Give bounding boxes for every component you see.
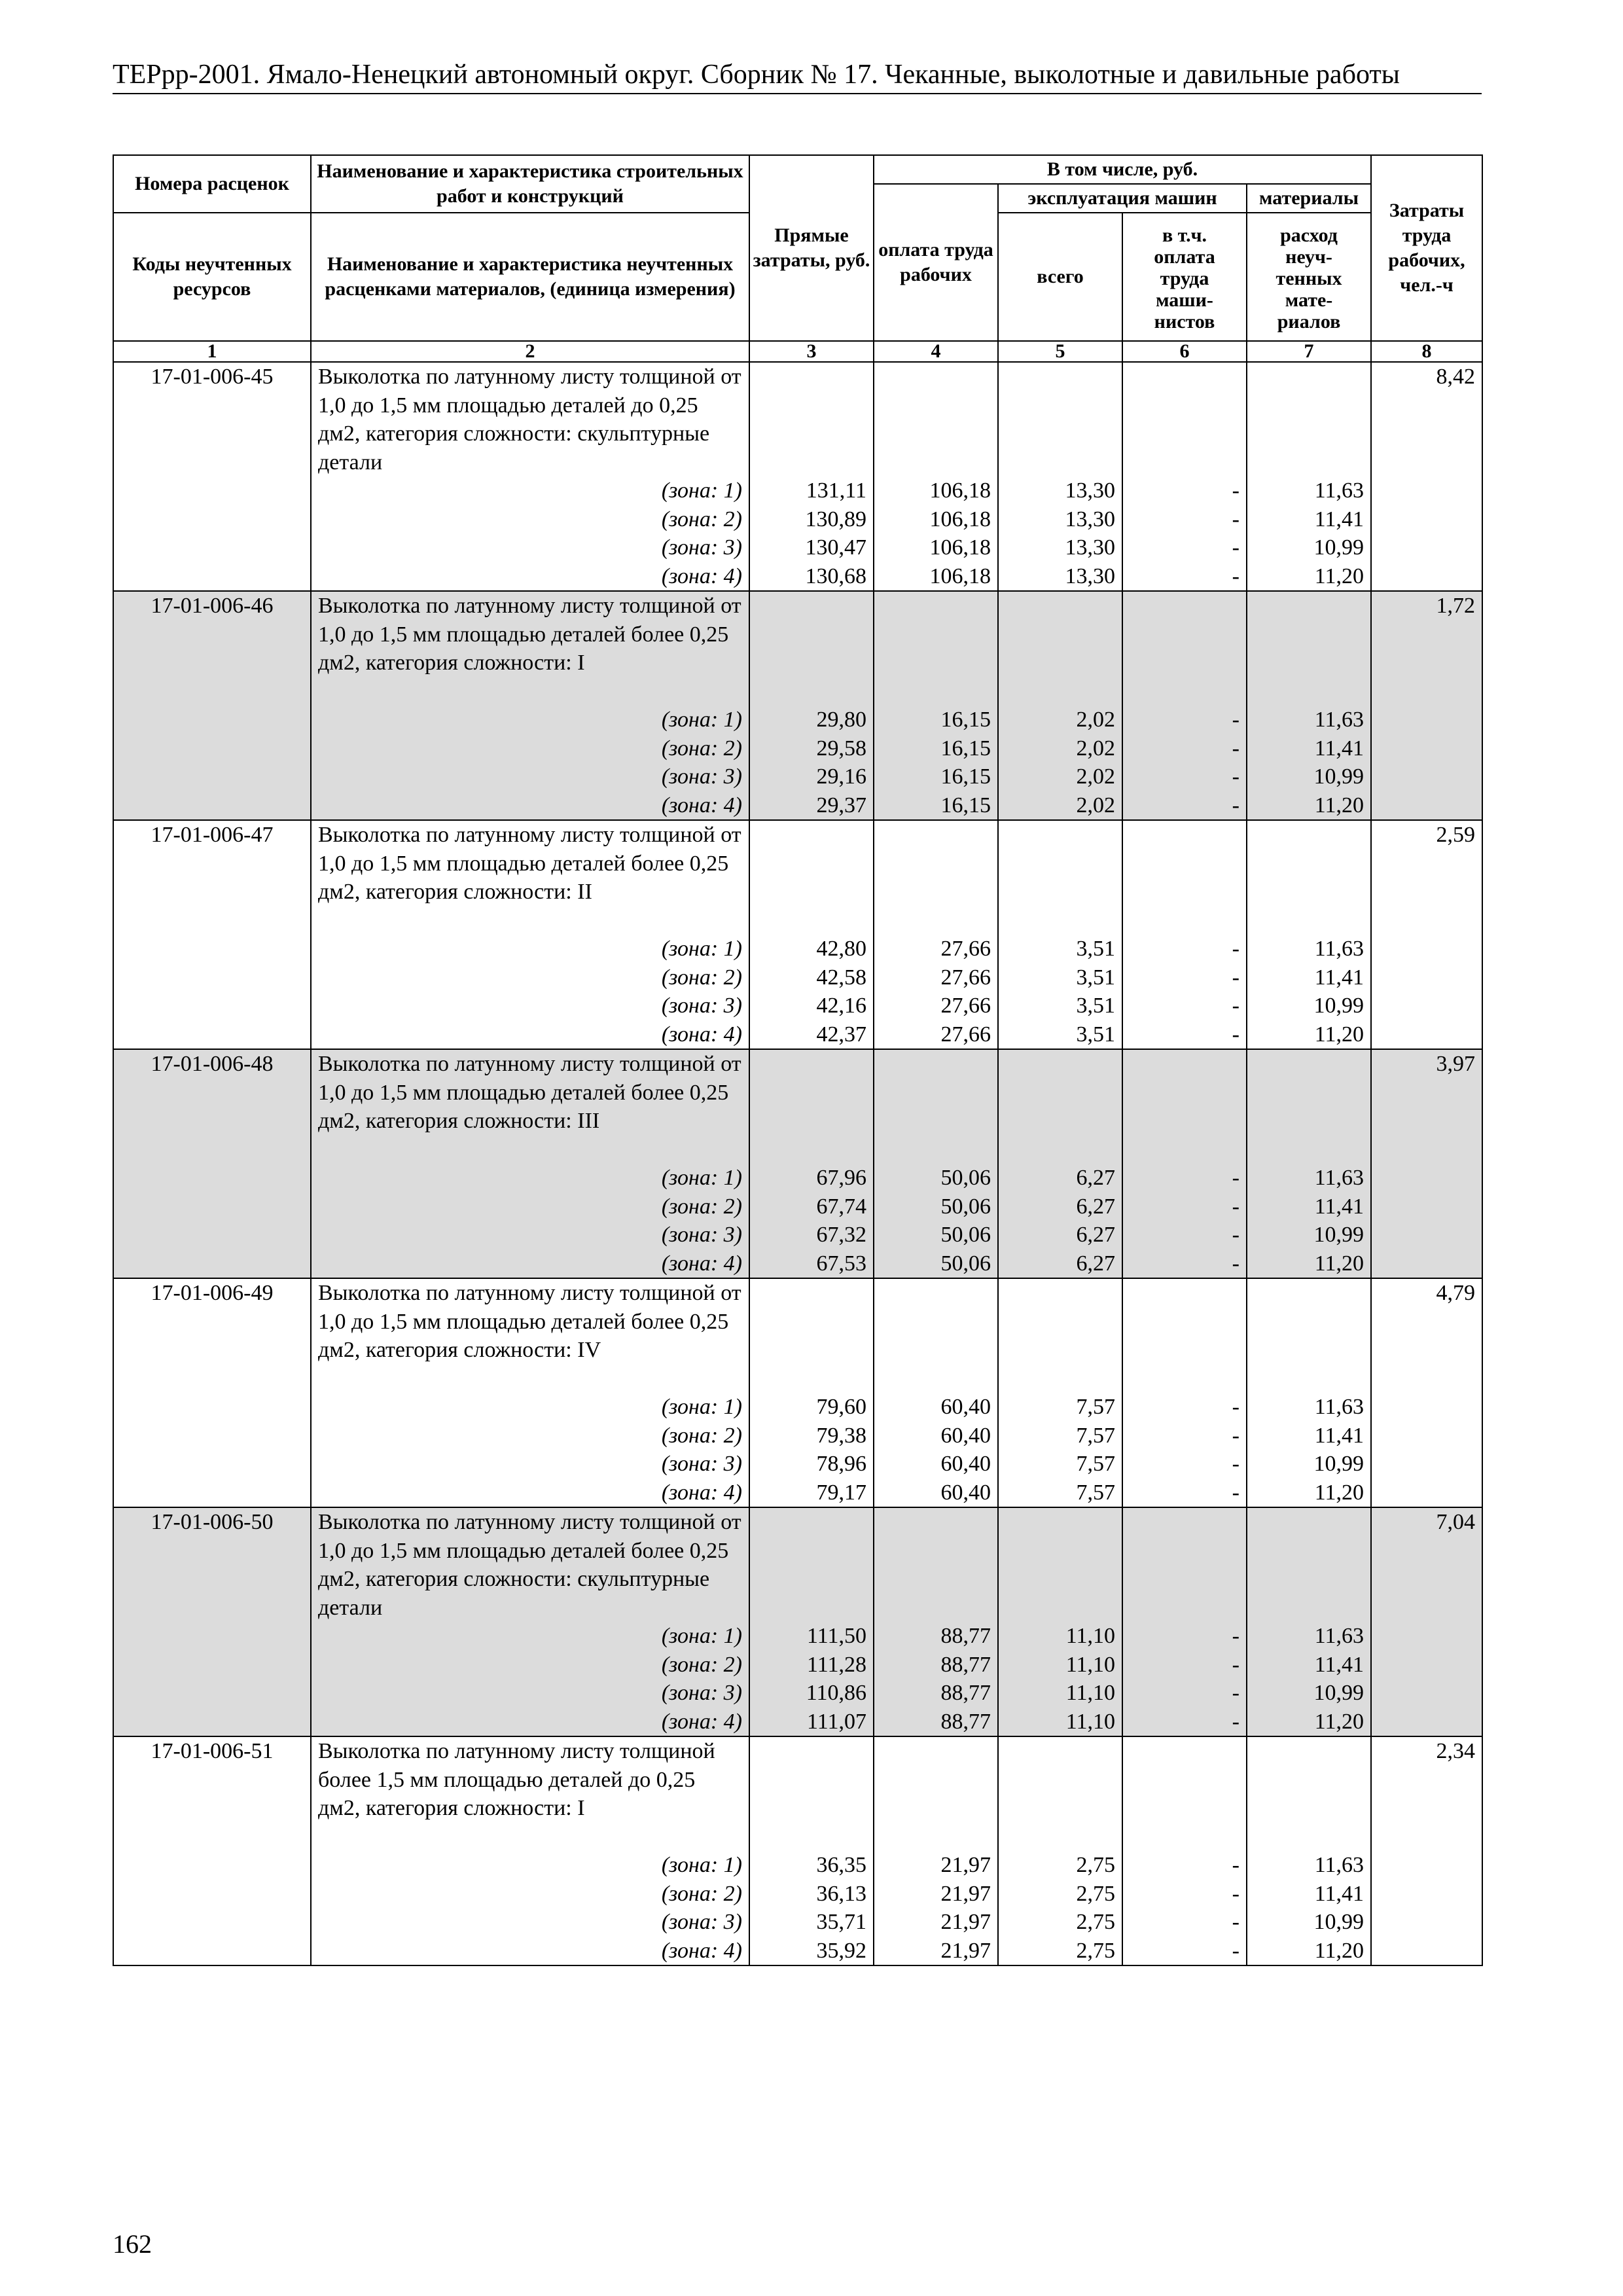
table-head (113, 155, 1482, 362)
materials-value: 10,99 (1313, 1223, 1364, 1247)
labor-pay-value: 106,18 (929, 564, 991, 588)
zone-label: (зона: 2) (661, 1194, 742, 1219)
zone-label: (зона: 1) (661, 708, 742, 732)
labor-pay-cell (874, 1736, 998, 1965)
labor-pay-value: 27,66 (940, 1022, 991, 1047)
work-name-header: Наименование и характеристика строительных работ и конструкций (311, 155, 749, 213)
materials-cell (1247, 1049, 1371, 1278)
zone-label: (зона: 3) (661, 1452, 742, 1476)
direct-cell (749, 1736, 874, 1965)
machinist-pay-value: - (1232, 1251, 1240, 1276)
labor-pay-value: 60,40 (940, 1423, 991, 1448)
labor-pay-cell (874, 1049, 998, 1278)
labor-pay-value: 27,66 (940, 994, 991, 1018)
machine-total-value: 3,51 (1076, 994, 1115, 1018)
machine-total-cell (998, 1049, 1122, 1278)
zone-label: (зона: 1) (661, 1624, 742, 1648)
table-body (113, 362, 1482, 1965)
machinist-pay-cell (1122, 1049, 1247, 1278)
zone-label: (зона: 1) (661, 1395, 742, 1419)
materials-cell (1247, 1278, 1371, 1507)
work-description: Выколотка по латунному листу толщиной от 1,0 до 1,5 мм площадью деталей более 0,25 дм2, категория сложности: IV (318, 1281, 741, 1362)
work-description: Выколотка по латунному листу толщиной от 1,0 до 1,5 мм площадью деталей более 0,25 дм2, категория сложности: I (318, 594, 741, 675)
table-row (113, 1049, 1482, 1278)
column-number: 8 (1371, 341, 1482, 362)
direct-value: 111,50 (807, 1624, 866, 1648)
labor-pay-value: 21,97 (940, 1910, 991, 1934)
machinist-pay-value: - (1232, 1223, 1240, 1247)
machine-total-cell (998, 1736, 1122, 1965)
machinist-pay-value: - (1232, 1166, 1240, 1190)
zone-label: (зона: 1) (661, 478, 742, 503)
zone-label: (зона: 3) (661, 994, 742, 1018)
zone-label: (зона: 3) (661, 1681, 742, 1705)
work-description: Выколотка по латунному листу толщиной от 1,0 до 1,5 мм площадью деталей более 0,25 дм2, категория сложности: скульптурные детали (318, 1510, 741, 1620)
machinist-pay-value: - (1232, 564, 1240, 588)
labor-pay-value: 106,18 (929, 535, 991, 560)
machine-total-value: 6,27 (1076, 1223, 1115, 1247)
direct-value: 35,92 (816, 1938, 866, 1963)
materials-cell (1247, 1736, 1371, 1965)
machinist-pay-value: - (1232, 965, 1240, 990)
machinist-pay-value: - (1232, 736, 1240, 761)
direct-value: 78,96 (816, 1452, 866, 1476)
direct-value: 130,68 (805, 564, 866, 588)
direct-cell (749, 1278, 874, 1507)
resource-codes-header: Коды неучтенных ресурсов (113, 213, 311, 341)
machinist-pay-cell (1122, 1736, 1247, 1965)
machine-total-value: 11,10 (1065, 1652, 1115, 1677)
including-header: В том числе, руб. (874, 155, 1371, 184)
machinist-pay-value: - (1232, 937, 1240, 961)
machinist-pay-value: - (1232, 478, 1240, 503)
machine-total-value: 7,57 (1076, 1480, 1115, 1505)
zone-label: (зона: 3) (661, 1223, 742, 1247)
direct-value: 130,89 (805, 507, 866, 531)
machinist-pay-value: - (1232, 1452, 1240, 1476)
zone-label: (зона: 4) (661, 1480, 742, 1505)
labor-costs-value: 2,59 (1371, 820, 1482, 1049)
materials-value: 11,63 (1314, 937, 1364, 961)
column-number: 5 (998, 341, 1122, 362)
labor-pay-value: 50,06 (940, 1166, 991, 1190)
machinist-pay-value: - (1232, 1022, 1240, 1047)
labor-costs-value: 2,34 (1371, 1736, 1482, 1965)
direct-cell (749, 591, 874, 820)
zone-label: (зона: 2) (661, 1881, 742, 1906)
machinist-pay-value: - (1232, 764, 1240, 789)
machinist-pay-value: - (1232, 1652, 1240, 1677)
direct-value: 29,37 (816, 793, 866, 817)
machinist-pay-value: - (1232, 507, 1240, 531)
materials-cell (1247, 1507, 1371, 1736)
labor-pay-value: 21,97 (940, 1881, 991, 1906)
column-number: 1 (113, 341, 311, 362)
column-numbers-row (113, 341, 1482, 362)
zone-label: (зона: 4) (661, 793, 742, 817)
materials-cell (1247, 820, 1371, 1049)
direct-value: 130,47 (805, 535, 866, 560)
machine-total-cell (998, 362, 1122, 591)
machine-total-value: 2,75 (1076, 1938, 1115, 1963)
direct-value: 36,13 (816, 1881, 866, 1906)
work-description-cell (311, 362, 749, 591)
materials-value: 11,41 (1314, 1652, 1364, 1677)
labor-costs-value: 1,72 (1371, 591, 1482, 820)
zone-label: (зона: 1) (661, 1853, 742, 1877)
machinist-pay-value: - (1232, 1881, 1240, 1906)
column-number: 4 (874, 341, 998, 362)
column-number: 7 (1247, 341, 1371, 362)
materials-value: 11,41 (1314, 965, 1364, 990)
labor-pay-value: 50,06 (940, 1223, 991, 1247)
labor-pay-value: 16,15 (940, 764, 991, 789)
machine-total-value: 11,10 (1065, 1709, 1115, 1734)
machine-total-value: 11,10 (1065, 1624, 1115, 1648)
work-description-cell (311, 1049, 749, 1278)
rate-code: 17-01-006-46 (113, 591, 311, 820)
zone-label: (зона: 2) (661, 1652, 742, 1677)
materials-value: 10,99 (1313, 1910, 1364, 1934)
zone-label: (зона: 4) (661, 1709, 742, 1734)
rate-numbers-header: Номера расценок (113, 155, 311, 213)
rate-code: 17-01-006-51 (113, 1736, 311, 1965)
materials-value: 11,20 (1314, 1938, 1364, 1963)
zone-label: (зона: 3) (661, 1910, 742, 1934)
direct-value: 67,74 (816, 1194, 866, 1219)
machine-total-value: 7,57 (1076, 1395, 1115, 1419)
materials-value: 11,41 (1314, 1423, 1364, 1448)
machinist-pay-cell (1122, 820, 1247, 1049)
direct-value: 29,16 (816, 764, 866, 789)
direct-value: 35,71 (816, 1910, 866, 1934)
materials-value: 11,63 (1314, 1853, 1364, 1877)
machine-total-value: 3,51 (1076, 965, 1115, 990)
labor-pay-value: 60,40 (940, 1452, 991, 1476)
labor-pay-value: 16,15 (940, 793, 991, 817)
zone-label: (зона: 1) (661, 937, 742, 961)
materials-cell (1247, 591, 1371, 820)
machinist-pay-value: - (1232, 793, 1240, 817)
machine-total-value: 6,27 (1076, 1194, 1115, 1219)
direct-value: 111,07 (807, 1709, 866, 1734)
materials-value: 10,99 (1313, 535, 1364, 560)
zone-label: (зона: 2) (661, 965, 742, 990)
materials-value: 11,20 (1314, 564, 1364, 588)
labor-pay-cell (874, 362, 998, 591)
materials-value: 11,63 (1314, 1395, 1364, 1419)
materials-value: 11,63 (1314, 1166, 1364, 1190)
column-number: 3 (749, 341, 874, 362)
machine-total-value: 2,02 (1076, 793, 1115, 817)
labor-pay-cell (874, 591, 998, 820)
labor-pay-value: 88,77 (940, 1624, 991, 1648)
machine-operation-header: эксплуатация машин (998, 184, 1247, 213)
labor-pay-value: 27,66 (940, 937, 991, 961)
work-description-cell (311, 820, 749, 1049)
direct-cell (749, 1049, 874, 1278)
machinist-pay-value: - (1232, 1624, 1240, 1648)
materials-value: 11,41 (1314, 507, 1364, 531)
machinist-pay-cell (1122, 362, 1247, 591)
materials-header: материалы (1247, 184, 1371, 213)
materials-value: 10,99 (1313, 1681, 1364, 1705)
unaccounted-materials-header: расход неуч- тенных мате- риалов (1247, 213, 1371, 341)
column-number: 2 (311, 341, 749, 362)
table-row (113, 362, 1482, 591)
machine-total-value: 2,02 (1076, 764, 1115, 789)
machine-total-value: 2,02 (1076, 736, 1115, 761)
machine-total-cell (998, 1278, 1122, 1507)
machine-total-value: 7,57 (1076, 1423, 1115, 1448)
labor-pay-value: 88,77 (940, 1709, 991, 1734)
table-row (113, 591, 1482, 820)
work-description: Выколотка по латунному листу толщиной более 1,5 мм площадью деталей до 0,25 дм2, категория сложности: I (318, 1739, 715, 1820)
direct-value: 131,11 (806, 478, 866, 503)
rate-code: 17-01-006-45 (113, 362, 311, 591)
direct-value: 42,80 (816, 937, 866, 961)
machine-total-header: всего (998, 213, 1122, 341)
machine-total-value: 13,30 (1065, 535, 1115, 560)
direct-value: 42,16 (816, 994, 866, 1018)
labor-costs-value: 7,04 (1371, 1507, 1482, 1736)
labor-pay-value: 88,77 (940, 1681, 991, 1705)
machine-total-value: 2,75 (1076, 1881, 1115, 1906)
labor-pay-cell (874, 1278, 998, 1507)
labor-pay-value: 60,40 (940, 1480, 991, 1505)
table-row (113, 820, 1482, 1049)
machine-total-cell (998, 820, 1122, 1049)
direct-value: 42,37 (816, 1022, 866, 1047)
machine-total-value: 2,75 (1076, 1853, 1115, 1877)
labor-pay-value: 88,77 (940, 1652, 991, 1677)
direct-cell (749, 362, 874, 591)
direct-value: 67,96 (816, 1166, 866, 1190)
labor-costs-value: 3,97 (1371, 1049, 1482, 1278)
labor-pay-value: 106,18 (929, 478, 991, 503)
machinist-pay-value: - (1232, 1938, 1240, 1963)
materials-value: 10,99 (1313, 994, 1364, 1018)
machinist-pay-cell (1122, 1507, 1247, 1736)
machine-total-value: 2,02 (1076, 708, 1115, 732)
materials-value: 11,63 (1314, 478, 1364, 503)
labor-pay-cell (874, 1507, 998, 1736)
machinist-pay-value: - (1232, 1194, 1240, 1219)
materials-value: 10,99 (1313, 1452, 1364, 1476)
machinist-pay-value: - (1232, 994, 1240, 1018)
labor-pay-value: 27,66 (940, 965, 991, 990)
materials-value: 11,20 (1314, 1709, 1364, 1734)
rates-table (113, 154, 1483, 1966)
machine-total-value: 6,27 (1076, 1251, 1115, 1276)
machine-total-value: 3,51 (1076, 1022, 1115, 1047)
zone-label: (зона: 1) (661, 1166, 742, 1190)
machine-total-cell (998, 591, 1122, 820)
labor-pay-header: оплата труда рабочих (874, 184, 998, 341)
materials-cell (1247, 362, 1371, 591)
direct-value: 111,28 (807, 1652, 866, 1677)
zone-label: (зона: 2) (661, 507, 742, 531)
direct-value: 79,60 (816, 1395, 866, 1419)
direct-value: 29,80 (816, 708, 866, 732)
machine-total-cell (998, 1507, 1122, 1736)
rate-code: 17-01-006-50 (113, 1507, 311, 1736)
work-description: Выколотка по латунному листу толщиной от 1,0 до 1,5 мм площадью деталей более 0,25 дм2, категория сложности: III (318, 1052, 741, 1133)
labor-pay-value: 21,97 (940, 1938, 991, 1963)
machine-total-value: 13,30 (1065, 478, 1115, 503)
labor-pay-value: 50,06 (940, 1194, 991, 1219)
zone-label: (зона: 4) (661, 564, 742, 588)
column-number: 6 (1122, 341, 1247, 362)
table-row (113, 1507, 1482, 1736)
materials-value: 11,20 (1314, 1251, 1364, 1276)
table-row (113, 1278, 1482, 1507)
work-description: Выколотка по латунному листу толщиной от 1,0 до 1,5 мм площадью деталей до 0,25 дм2, категория сложности: скульптурные детали (318, 365, 741, 475)
direct-value: 79,17 (816, 1480, 866, 1505)
zone-label: (зона: 2) (661, 736, 742, 761)
labor-pay-value: 60,40 (940, 1395, 991, 1419)
direct-value: 42,58 (816, 965, 866, 990)
work-description-cell (311, 1736, 749, 1965)
machine-total-value: 2,75 (1076, 1910, 1115, 1934)
rate-code: 17-01-006-49 (113, 1278, 311, 1507)
machinist-pay-value: - (1232, 1853, 1240, 1877)
work-description: Выколотка по латунному листу толщиной от 1,0 до 1,5 мм площадью деталей более 0,25 дм2, категория сложности: II (318, 823, 741, 904)
machine-total-value: 3,51 (1076, 937, 1115, 961)
machinist-pay-cell (1122, 1278, 1247, 1507)
zone-label: (зона: 2) (661, 1423, 742, 1448)
page-number: 162 (113, 2229, 152, 2259)
direct-value: 67,32 (816, 1223, 866, 1247)
direct-value: 29,58 (816, 736, 866, 761)
machinist-pay-value: - (1232, 1910, 1240, 1934)
labor-pay-value: 16,15 (940, 708, 991, 732)
work-description-cell (311, 1278, 749, 1507)
labor-pay-value: 50,06 (940, 1251, 991, 1276)
rate-code: 17-01-006-48 (113, 1049, 311, 1278)
machinist-pay-cell (1122, 591, 1247, 820)
labor-costs-header: Затраты труда рабочих, чел.-ч (1371, 155, 1482, 341)
labor-pay-cell (874, 820, 998, 1049)
material-name-header: Наименование и характеристика неучтенных расценками материалов, (единица измерения) (311, 213, 749, 341)
zone-label: (зона: 3) (661, 535, 742, 560)
machinist-pay-value: - (1232, 1395, 1240, 1419)
machinist-pay-value: - (1232, 535, 1240, 560)
labor-pay-value: 106,18 (929, 507, 991, 531)
materials-value: 11,20 (1314, 1022, 1364, 1047)
machine-total-value: 7,57 (1076, 1452, 1115, 1476)
materials-value: 11,41 (1314, 1194, 1364, 1219)
materials-value: 11,63 (1314, 1624, 1364, 1648)
labor-pay-value: 16,15 (940, 736, 991, 761)
labor-pay-value: 21,97 (940, 1853, 991, 1877)
machinist-pay-value: - (1232, 1423, 1240, 1448)
zone-label: (зона: 4) (661, 1022, 742, 1047)
labor-costs-value: 4,79 (1371, 1278, 1482, 1507)
machinist-pay-value: - (1232, 1709, 1240, 1734)
machinist-pay-value: - (1232, 1480, 1240, 1505)
labor-costs-value: 8,42 (1371, 362, 1482, 591)
table-row (113, 1736, 1482, 1965)
direct-value: 110,86 (806, 1681, 866, 1705)
direct-costs-header: Прямые затраты, руб. (749, 155, 874, 341)
zone-label: (зона: 3) (661, 764, 742, 789)
work-description-cell (311, 591, 749, 820)
zone-label: (зона: 4) (661, 1251, 742, 1276)
materials-value: 11,20 (1314, 793, 1364, 817)
machinist-pay-header: в т.ч. оплата труда маши- нистов (1122, 213, 1247, 341)
direct-value: 67,53 (816, 1251, 866, 1276)
machine-total-value: 13,30 (1065, 507, 1115, 531)
materials-value: 10,99 (1313, 764, 1364, 789)
materials-value: 11,20 (1314, 1480, 1364, 1505)
materials-value: 11,41 (1314, 1881, 1364, 1906)
zone-label: (зона: 4) (661, 1938, 742, 1963)
machine-total-value: 6,27 (1076, 1166, 1115, 1190)
machinist-pay-value: - (1232, 1681, 1240, 1705)
machine-total-value: 11,10 (1065, 1681, 1115, 1705)
rate-code: 17-01-006-47 (113, 820, 311, 1049)
materials-value: 11,41 (1314, 736, 1364, 761)
machinist-pay-value: - (1232, 708, 1240, 732)
page-header: ТЕРрр-2001. Ямало-Ненецкий автономный округ. Сборник № 17. Чеканные, выколотные и давильные работы (113, 56, 1482, 94)
direct-value: 79,38 (816, 1423, 866, 1448)
machine-total-value: 13,30 (1065, 564, 1115, 588)
materials-value: 11,63 (1314, 708, 1364, 732)
work-description-cell (311, 1507, 749, 1736)
direct-cell (749, 820, 874, 1049)
direct-value: 36,35 (816, 1853, 866, 1877)
direct-cell (749, 1507, 874, 1736)
